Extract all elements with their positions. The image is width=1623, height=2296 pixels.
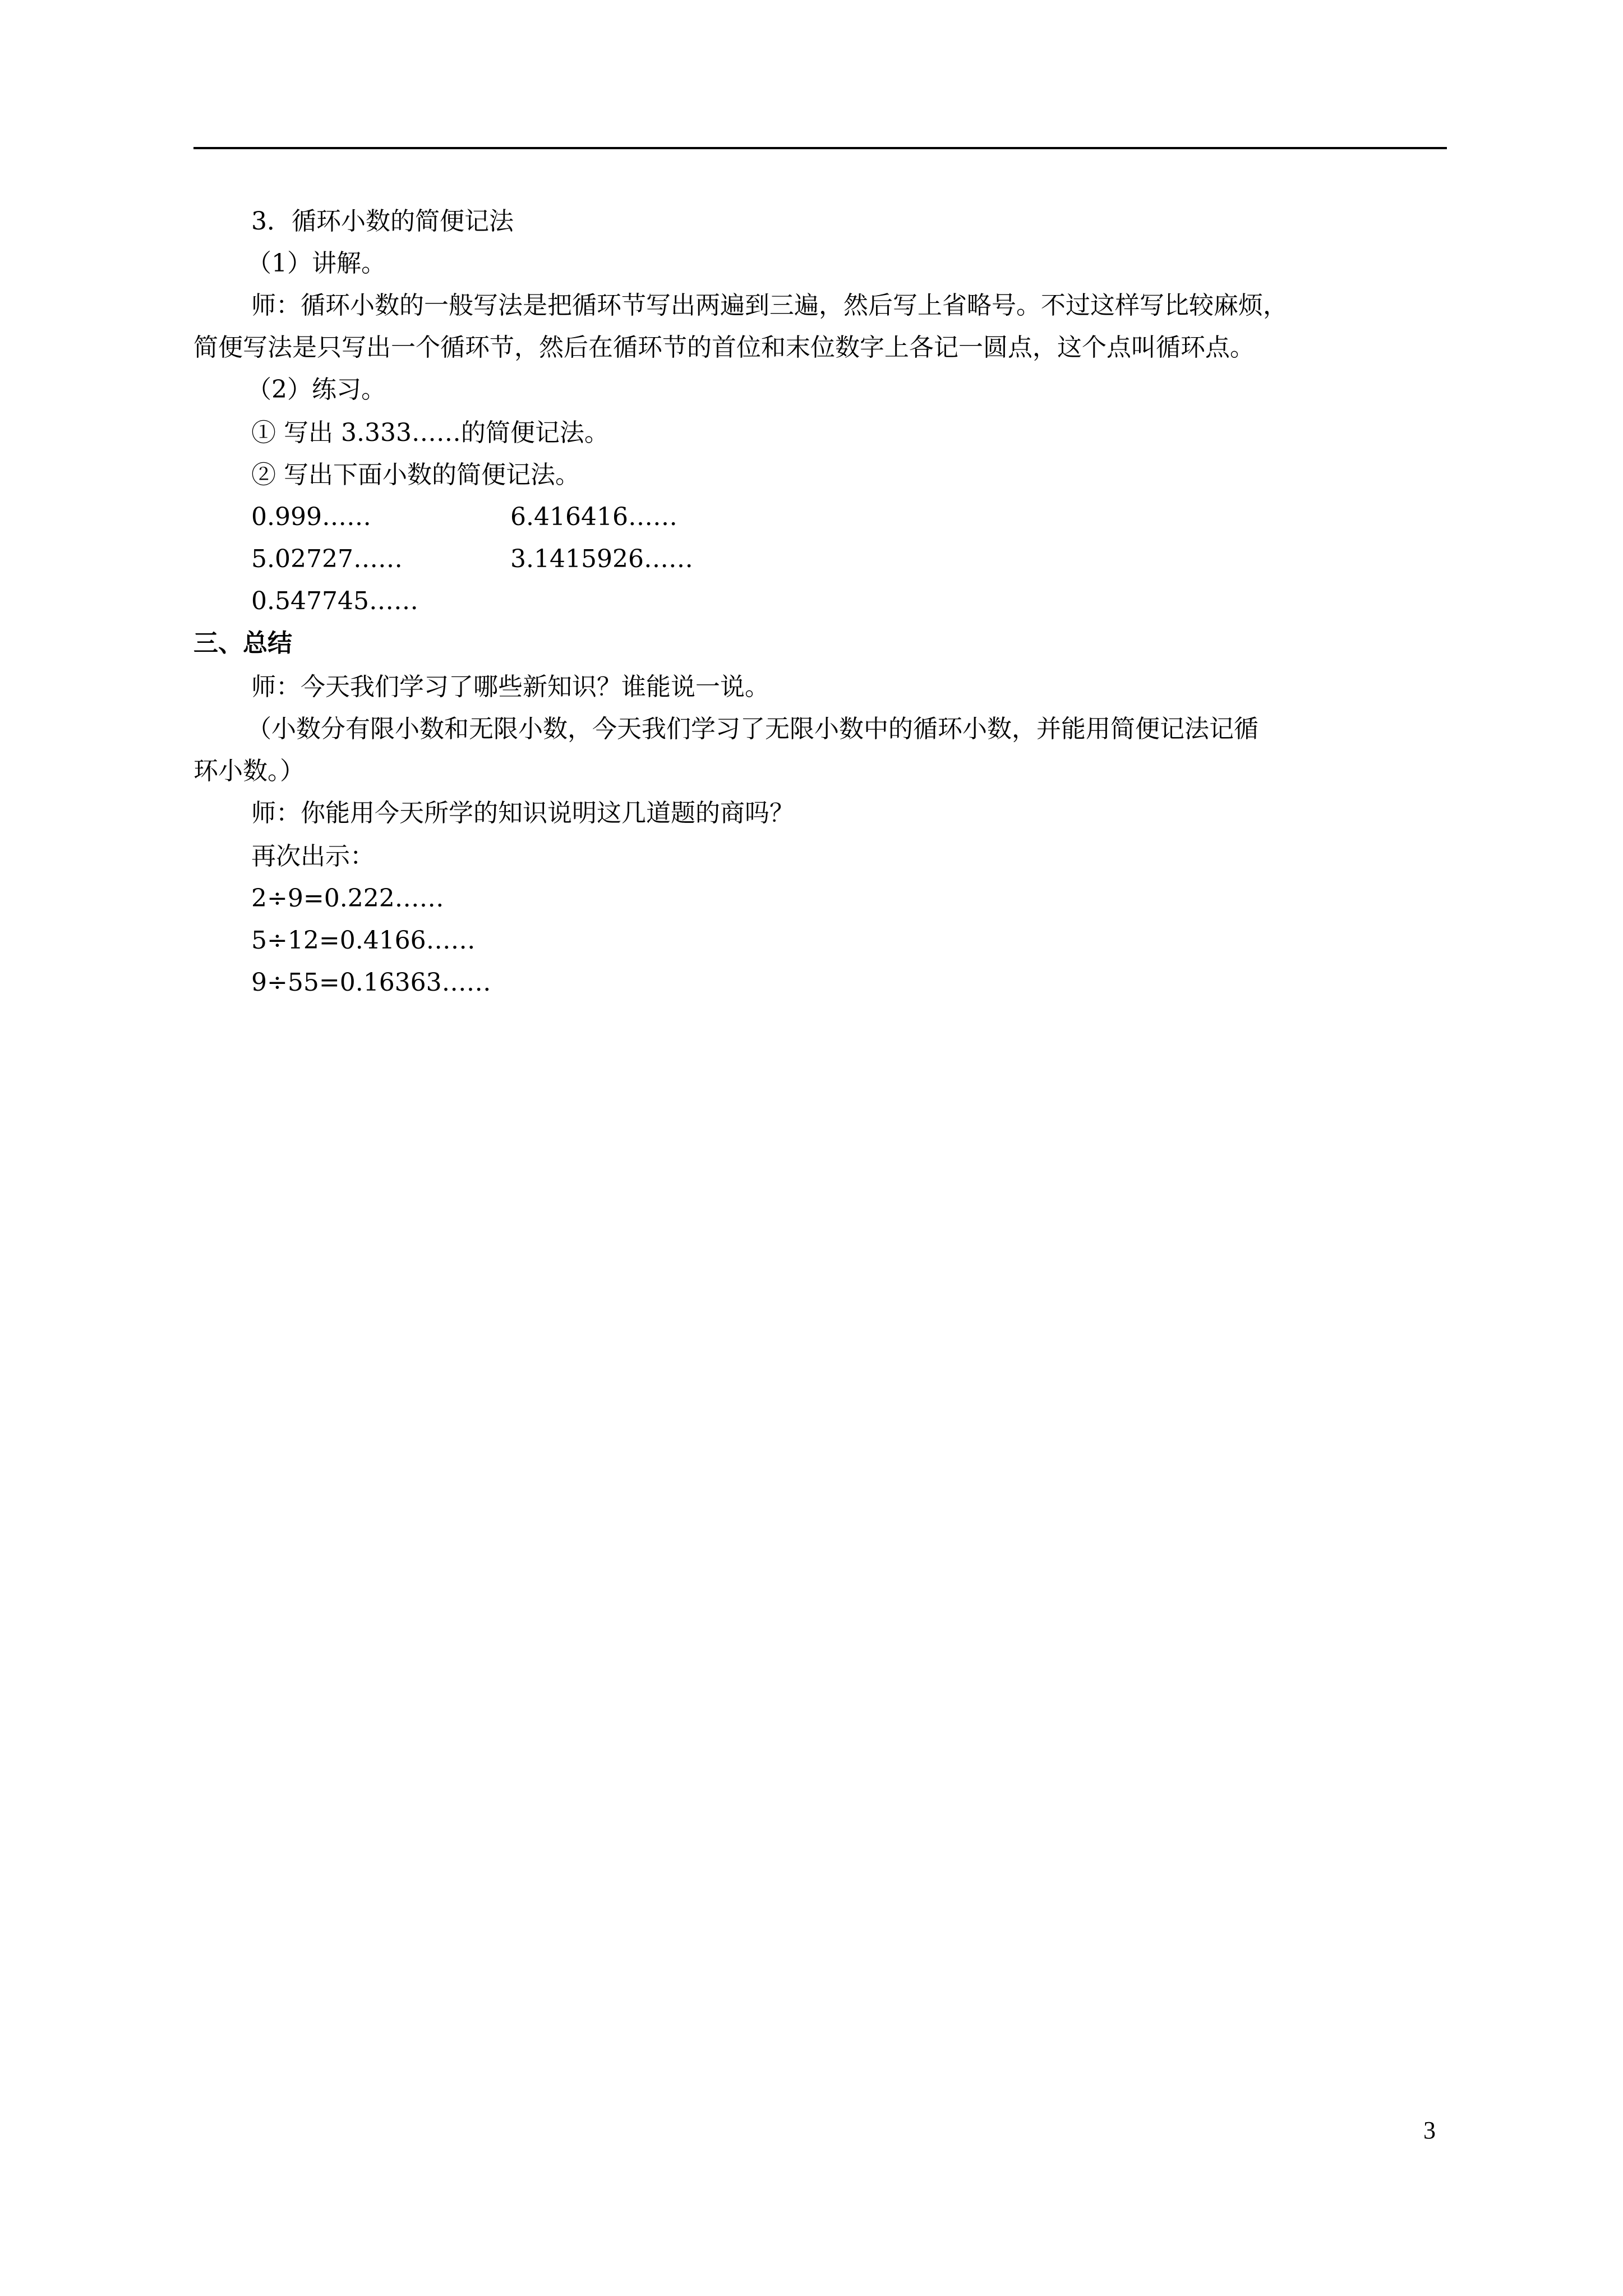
subheading-explanation: （1）讲解。	[247, 249, 386, 278]
section-title: 3．循环小数的简便记法	[251, 207, 514, 236]
exercise-item: ② 写出下面小数的简便记法。	[251, 461, 580, 489]
paragraph-line: 师：循环小数的一般写法是把循环节写出两遍到三遍，然后写上省略号。不过这样写比较麻烦，	[251, 291, 1288, 320]
decimal-number: 3.1415926……	[510, 545, 693, 573]
exercise-item: ① 写出 3.333……的简便记法。	[251, 418, 609, 447]
subheading-practice: （2）练习。	[247, 375, 386, 404]
teacher-question: 师：今天我们学习了哪些新知识？谁能说一说。	[251, 673, 769, 701]
equation: 2÷9=0.222……	[251, 884, 444, 913]
equation: 9÷55=0.16363……	[251, 968, 491, 997]
summary-heading: 三、总结	[193, 629, 292, 657]
header-rule	[193, 147, 1447, 149]
equation: 5÷12=0.4166……	[251, 926, 476, 955]
decimal-number: 5.02727……	[251, 545, 403, 573]
teacher-question: 师：你能用今天所学的知识说明这几道题的商吗？	[251, 799, 794, 827]
paragraph-line: 简便写法是只写出一个循环节，然后在循环节的首位和末位数字上各记一圆点，这个点叫循环点。	[193, 333, 1255, 362]
decimal-number: 0.999……	[251, 503, 371, 531]
page-number: 3	[1423, 2116, 1436, 2144]
decimal-number: 0.547745……	[251, 587, 418, 615]
answer-line: （小数分有限小数和无限小数，今天我们学习了无限小数中的循环小数，并能用简便记法记循	[247, 715, 1258, 743]
answer-line: 环小数。）	[193, 757, 305, 785]
show-again: 再次出示：	[251, 842, 375, 871]
decimal-number: 6.416416……	[510, 503, 677, 531]
